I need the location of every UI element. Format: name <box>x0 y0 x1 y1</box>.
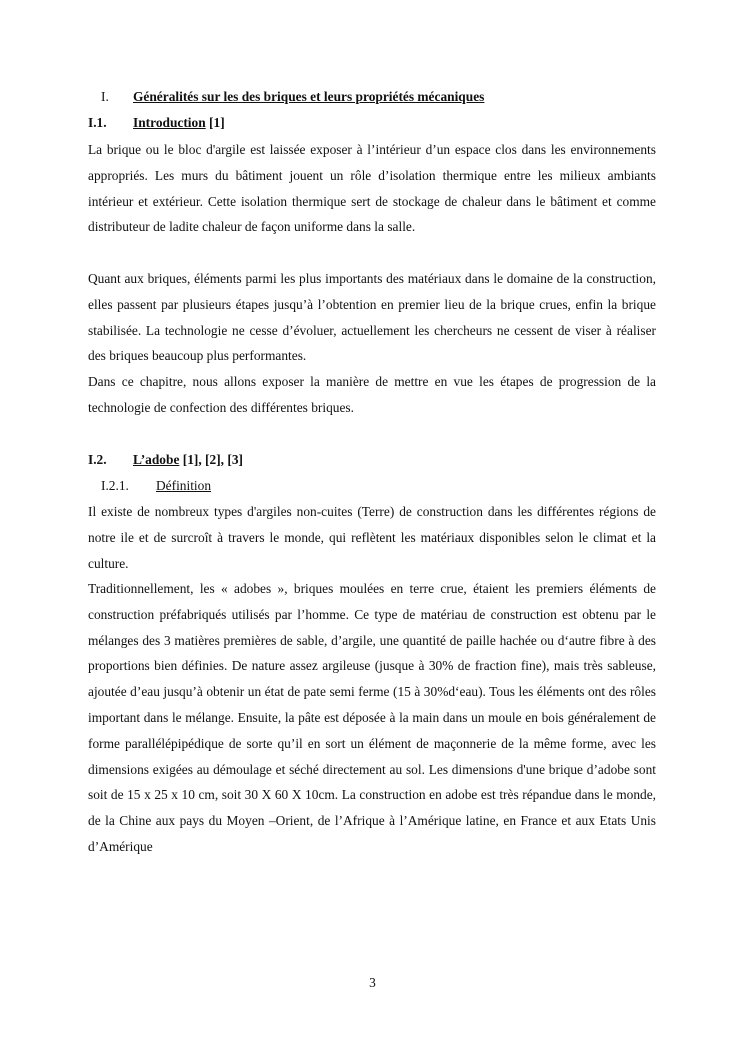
page-number: 3 <box>369 975 376 990</box>
section-1-2-title: L’adobe <box>133 452 180 467</box>
section-1-2-1-title: Définition <box>156 478 212 493</box>
section-1-2-refs: [1], [2], [3] <box>179 452 243 467</box>
section-1-2-number: I.2. <box>88 452 107 467</box>
section-1-2-1-number: I.2.1. <box>101 478 129 493</box>
section-1-title: Généralités sur les des briques et leurs propriétés mécaniques <box>133 89 485 104</box>
intro-paragraph-2: Quant aux briques, éléments parmi les plus importants des matériaux dans le domaine de la construction, elles passent par plusieurs étapes jusqu’à l’obtention en premier lieu de la brique crues, enfin la brique stabilisée. La technologie ne cesse d’évoluer, actuellement les chercheurs ne cessent de viser à réaliser des briques beaucoup plus performantes. <box>88 271 656 364</box>
definition-paragraph-2: Traditionnellement, les « adobes », briques moulées en terre crue, étaient les premiers éléments de construction préfabriqués utilisés par l’homme. Ce type de matériau de construction est obtenu par le mélanges des 3 matières premières de sable, d’argile, une quantité de paille hachée ou d‘autre fibre à des proportions bien définies. De nature assez argileuse (jusque à 30% de fraction fine), mais très sableuse, ajoutée d’eau jusqu’à obtenir un état de pate semi ferme (15 à 30%d‘eau). Tous les éléments ont des rôles important dans le mélange. Ensuite, la pâte est déposée à la main dans un moule en bois généralement de forme parallélépipédique de sorte qu’il en sort un élément de maçonnerie de la même forme, avec les dimensions exigées au démoulage et séché directement au sol. Les dimensions d'une brique d’adobe sont soit de 15 x 25 x 10 cm, soit 30 X 60 X 10cm. La construction en adobe est très répandue dans le monde, de la Chine aux pays du Moyen –Orient, de l’Afrique à l’Amérique latine, en France et aux Etats Unis d’Amérique <box>88 581 656 854</box>
intro-paragraph-1: La brique ou le bloc d'argile est laissée exposer à l’intérieur d’un espace clos dans les environnements appropriés. Les murs du bâtiment jouent un rôle d’isolation thermique entre les milieux ambiants intérieur et extérieur. Cette isolation thermique sert de stockage de chaleur dans le bâtiment et comme distributeur de ladite chaleur de façon uniforme dans la salle. <box>88 142 656 235</box>
section-1-number: I. <box>101 89 109 104</box>
intro-paragraph-3: Dans ce chapitre, nous allons exposer la manière de mettre en vue les étapes de progression de la technologie de confection des différentes briques. <box>88 374 656 415</box>
section-1-1-title-group <box>133 114 225 132</box>
section-1-1-title: Introduction <box>133 115 206 130</box>
definition-paragraph-1: Il existe de nombreux types d'argiles non-cuites (Terre) de construction dans les différentes régions de notre ile et de surcroît à travers le monde, qui reflètent les matériaux disponibles selon le climat et la culture. <box>88 504 656 571</box>
section-1-1-refs: [1] <box>205 115 225 130</box>
section-1-2-title-group <box>133 451 243 469</box>
section-1-1-number: I.1. <box>88 115 107 130</box>
